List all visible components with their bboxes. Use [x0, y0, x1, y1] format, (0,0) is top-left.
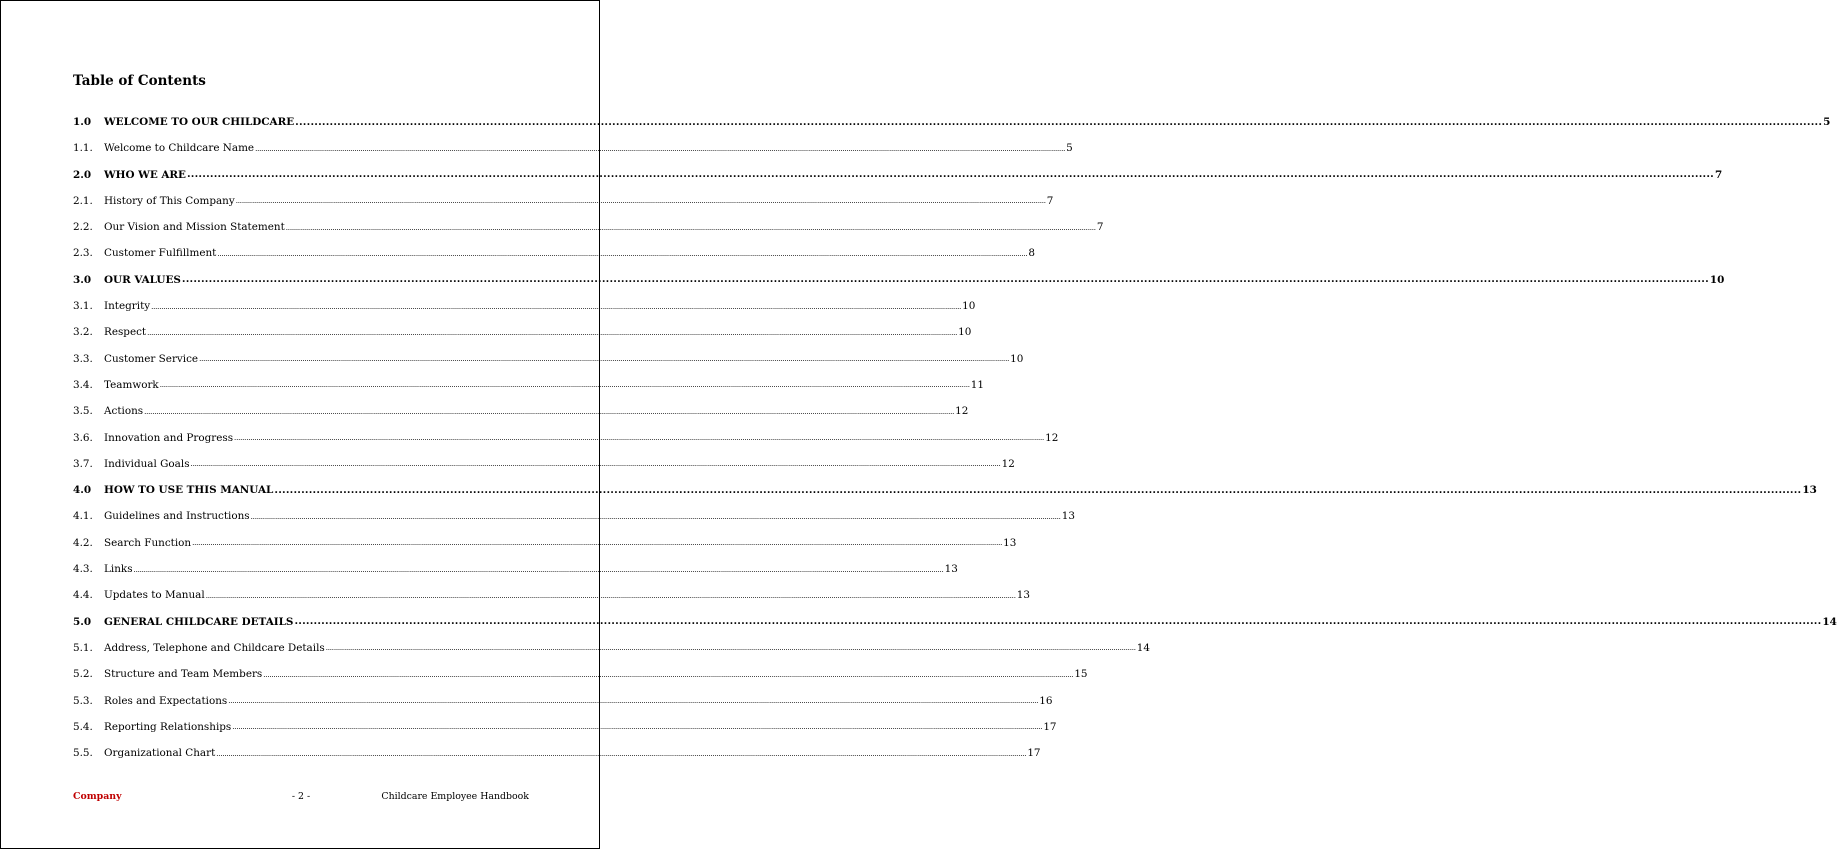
toc-entry-number: 1.0 [73, 116, 92, 128]
toc-entry-label[interactable]: Address, Telephone and Childcare Details [104, 641, 325, 654]
toc-subsection-entry[interactable] [73, 747, 1041, 773]
footer-document-name: Childcare Employee Handbook [381, 791, 529, 802]
page-footer [73, 791, 529, 805]
toc-subsection-entry[interactable] [73, 352, 1024, 379]
toc-subsection-entry[interactable] [73, 431, 1059, 458]
toc-entry-page-number: 10 [1010, 352, 1024, 365]
toc-dot-leader: ................................................................................................................................................................................................................................................................................................................................................................................................................ [234, 434, 1045, 443]
toc-entry-label[interactable]: Individual Goals [104, 457, 190, 470]
toc-dot-leader: ................................................................................................................................................................................................................................................................................................................................................................................................................ [274, 483, 1802, 496]
toc-dot-leader: ................................................................................................................................................................................................................................................................................................................................................................................................................ [144, 407, 955, 416]
toc-dot-leader: ................................................................................................................................................................................................................................................................................................................................................................................................................ [199, 355, 1010, 364]
toc-entry-number: 3.4. [73, 378, 93, 391]
toc-entry-number: 3.6. [73, 431, 93, 444]
toc-list [73, 115, 1837, 773]
footer-page-number: - 2 - [291, 791, 311, 802]
toc-entry-label[interactable]: Innovation and Progress [104, 431, 234, 444]
toc-entry-label[interactable]: Respect [104, 326, 147, 339]
toc-subsection-entry[interactable] [73, 641, 1151, 668]
toc-entry-label[interactable]: Welcome to Childcare Name [104, 142, 255, 155]
toc-entry-number: 5.0 [73, 615, 92, 628]
toc-entry-page-number: 14 [1136, 641, 1151, 654]
toc-title: Table of Contents [73, 73, 206, 89]
toc-entry-label[interactable]: Teamwork [104, 378, 159, 391]
toc-entry-number: 1.1. [73, 142, 93, 155]
toc-entry-label[interactable]: Organizational Chart [104, 747, 216, 760]
toc-entry-number: 3.3. [73, 352, 93, 365]
toc-dot-leader: ................................................................................................................................................................................................................................................................................................................................................................................................................ [133, 565, 944, 574]
toc-entry-number: 2.3. [73, 247, 93, 260]
toc-dot-leader: ................................................................................................................................................................................................................................................................................................................................................................................................................ [190, 460, 1001, 469]
toc-entry-page-number: 7 [1096, 221, 1104, 234]
toc-entry-page-number: 12 [955, 405, 969, 418]
toc-dot-leader: ................................................................................................................................................................................................................................................................................................................................................................................................................ [250, 512, 1061, 521]
toc-entry-label[interactable]: Customer Service [104, 352, 199, 365]
toc-dot-leader: ................................................................................................................................................................................................................................................................................................................................................................................................................ [255, 144, 1066, 153]
toc-entry-number: 5.5. [73, 747, 93, 760]
toc-section-entry[interactable] [73, 168, 1723, 195]
toc-dot-leader: ................................................................................................................................................................................................................................................................................................................................................................................................................ [295, 115, 1823, 128]
toc-entry-label[interactable]: Structure and Team Members [104, 668, 263, 681]
toc-entry-number: 5.3. [73, 694, 93, 707]
toc-dot-leader: ................................................................................................................................................................................................................................................................................................................................................................................................................ [263, 670, 1074, 679]
toc-dot-leader: ................................................................................................................................................................................................................................................................................................................................................................................................................ [151, 302, 962, 311]
toc-subsection-entry[interactable] [73, 510, 1075, 536]
toc-dot-leader: ................................................................................................................................................................................................................................................................................................................................................................................................................ [217, 249, 1028, 258]
toc-entry-label[interactable]: GENERAL CHILDCARE DETAILS [104, 615, 294, 628]
toc-entry-page-number: 15 [1074, 668, 1088, 681]
toc-entry-number: 2.0 [73, 168, 92, 181]
toc-entry-number: 4.2. [73, 536, 93, 549]
toc-entry-page-number: 13 [1061, 510, 1075, 523]
toc-subsection-entry[interactable] [73, 300, 976, 326]
toc-entry-label[interactable]: Our Vision and Mission Statement [104, 221, 285, 234]
toc-dot-leader: ................................................................................................................................................................................................................................................................................................................................................................................................................ [285, 223, 1096, 232]
toc-dot-leader: ................................................................................................................................................................................................................................................................................................................................................................................................................ [235, 197, 1046, 206]
toc-entry-page-number: 10 [958, 326, 972, 339]
toc-subsection-entry[interactable] [73, 194, 1054, 221]
toc-entry-page-number: 13 [1003, 536, 1017, 549]
toc-subsection-entry[interactable] [73, 221, 1104, 247]
toc-entry-number: 5.2. [73, 668, 93, 681]
toc-entry-number: 4.4. [73, 589, 93, 602]
toc-entry-page-number: 13 [944, 563, 958, 576]
toc-entry-label[interactable]: Roles and Expectations [104, 694, 228, 707]
footer-company: Company [73, 791, 122, 802]
toc-dot-leader: ................................................................................................................................................................................................................................................................................................................................................................................................................ [232, 723, 1043, 732]
toc-entry-label[interactable]: Reporting Relationships [104, 720, 232, 733]
toc-entry-label[interactable]: HOW TO USE THIS MANUAL [104, 484, 274, 497]
toc-subsection-entry[interactable] [73, 694, 1053, 721]
toc-entry-label[interactable]: Guidelines and Instructions [104, 510, 250, 523]
toc-dot-leader: ................................................................................................................................................................................................................................................................................................................................................................................................................ [159, 381, 970, 390]
toc-entry-number: 2.2. [73, 221, 93, 234]
toc-entry-number: 4.3. [73, 563, 93, 576]
toc-subsection-entry[interactable] [73, 563, 958, 589]
toc-entry-page-number: 11 [970, 378, 985, 391]
toc-dot-leader: ................................................................................................................................................................................................................................................................................................................................................................................................................ [186, 168, 1714, 181]
toc-subsection-entry[interactable] [73, 405, 969, 431]
toc-entry-page-number: 13 [1016, 589, 1030, 602]
toc-subsection-entry[interactable] [73, 589, 1030, 615]
toc-subsection-entry[interactable] [73, 536, 1017, 563]
toc-entry-number: 5.1. [73, 641, 93, 654]
toc-dot-leader: ................................................................................................................................................................................................................................................................................................................................................................................................................ [205, 591, 1016, 600]
toc-entry-page-number: 5 [1823, 116, 1831, 128]
toc-subsection-entry[interactable] [73, 247, 1036, 273]
toc-entry-page-number: 8 [1028, 247, 1036, 260]
toc-subsection-entry[interactable] [73, 326, 972, 352]
toc-entry-page-number: 13 [1802, 484, 1817, 497]
toc-subsection-entry[interactable] [73, 378, 985, 405]
toc-entry-number: 3.2. [73, 326, 93, 339]
toc-entry-page-number: 16 [1039, 694, 1053, 707]
toc-entry-label[interactable]: OUR VALUES [104, 273, 181, 286]
toc-entry-label[interactable]: Integrity [104, 300, 151, 313]
toc-dot-leader: ................................................................................................................................................................................................................................................................................................................................................................................................................ [192, 539, 1003, 548]
toc-dot-leader: ................................................................................................................................................................................................................................................................................................................................................................................................................ [147, 328, 958, 337]
toc-entry-number: 3.1. [73, 300, 93, 313]
toc-subsection-entry[interactable] [73, 142, 1073, 168]
toc-entry-page-number: 17 [1043, 720, 1057, 733]
toc-dot-leader: ................................................................................................................................................................................................................................................................................................................................................................................................................ [325, 644, 1136, 653]
toc-section-entry[interactable] [73, 273, 1725, 300]
toc-dot-leader: ................................................................................................................................................................................................................................................................................................................................................................................................................ [228, 697, 1039, 706]
toc-entry-number: 3.0 [73, 273, 92, 286]
toc-entry-label[interactable]: History of This Company [104, 194, 235, 207]
toc-entry-label[interactable]: WELCOME TO OUR CHILDCARE [104, 116, 295, 128]
toc-dot-leader: ................................................................................................................................................................................................................................................................................................................................................................................................................ [181, 273, 1709, 286]
toc-entry-label[interactable]: WHO WE ARE [104, 168, 186, 181]
toc-section-entry[interactable] [73, 615, 1837, 642]
toc-entry-page-number: 5 [1066, 142, 1073, 155]
toc-dot-leader: ................................................................................................................................................................................................................................................................................................................................................................................................................ [216, 749, 1027, 758]
toc-dot-leader: ................................................................................................................................................................................................................................................................................................................................................................................................................ [294, 615, 1822, 628]
toc-section-entry[interactable] [73, 483, 1817, 510]
toc-subsection-entry[interactable] [73, 457, 1015, 484]
toc-section-entry[interactable] [73, 115, 1831, 142]
toc-entry-number: 3.7. [73, 457, 93, 470]
toc-entry-number: 5.4. [73, 720, 93, 733]
toc-entry-page-number: 10 [1709, 273, 1725, 286]
toc-entry-page-number: 7 [1046, 194, 1054, 207]
toc-subsection-entry[interactable] [73, 720, 1057, 747]
toc-entry-number: 3.5. [73, 405, 93, 418]
toc-entry-page-number: 17 [1027, 747, 1041, 760]
toc-entry-label[interactable]: Actions [104, 405, 144, 418]
toc-entry-page-number: 12 [1001, 457, 1015, 470]
toc-subsection-entry[interactable] [73, 668, 1088, 694]
toc-entry-number: 2.1. [73, 194, 93, 207]
toc-entry-page-number: 14 [1822, 615, 1837, 628]
toc-entry-label[interactable]: Updates to Manual [104, 589, 205, 602]
toc-entry-label[interactable]: Links [104, 563, 133, 576]
toc-entry-page-number: 10 [962, 300, 976, 313]
toc-entry-label[interactable]: Search Function [104, 536, 192, 549]
toc-entry-page-number: 7 [1714, 168, 1723, 181]
toc-entry-page-number: 12 [1045, 431, 1059, 444]
toc-entry-label[interactable]: Customer Fulfillment [104, 247, 217, 260]
toc-entry-number: 4.0 [73, 484, 92, 497]
toc-entry-number: 4.1. [73, 510, 93, 523]
